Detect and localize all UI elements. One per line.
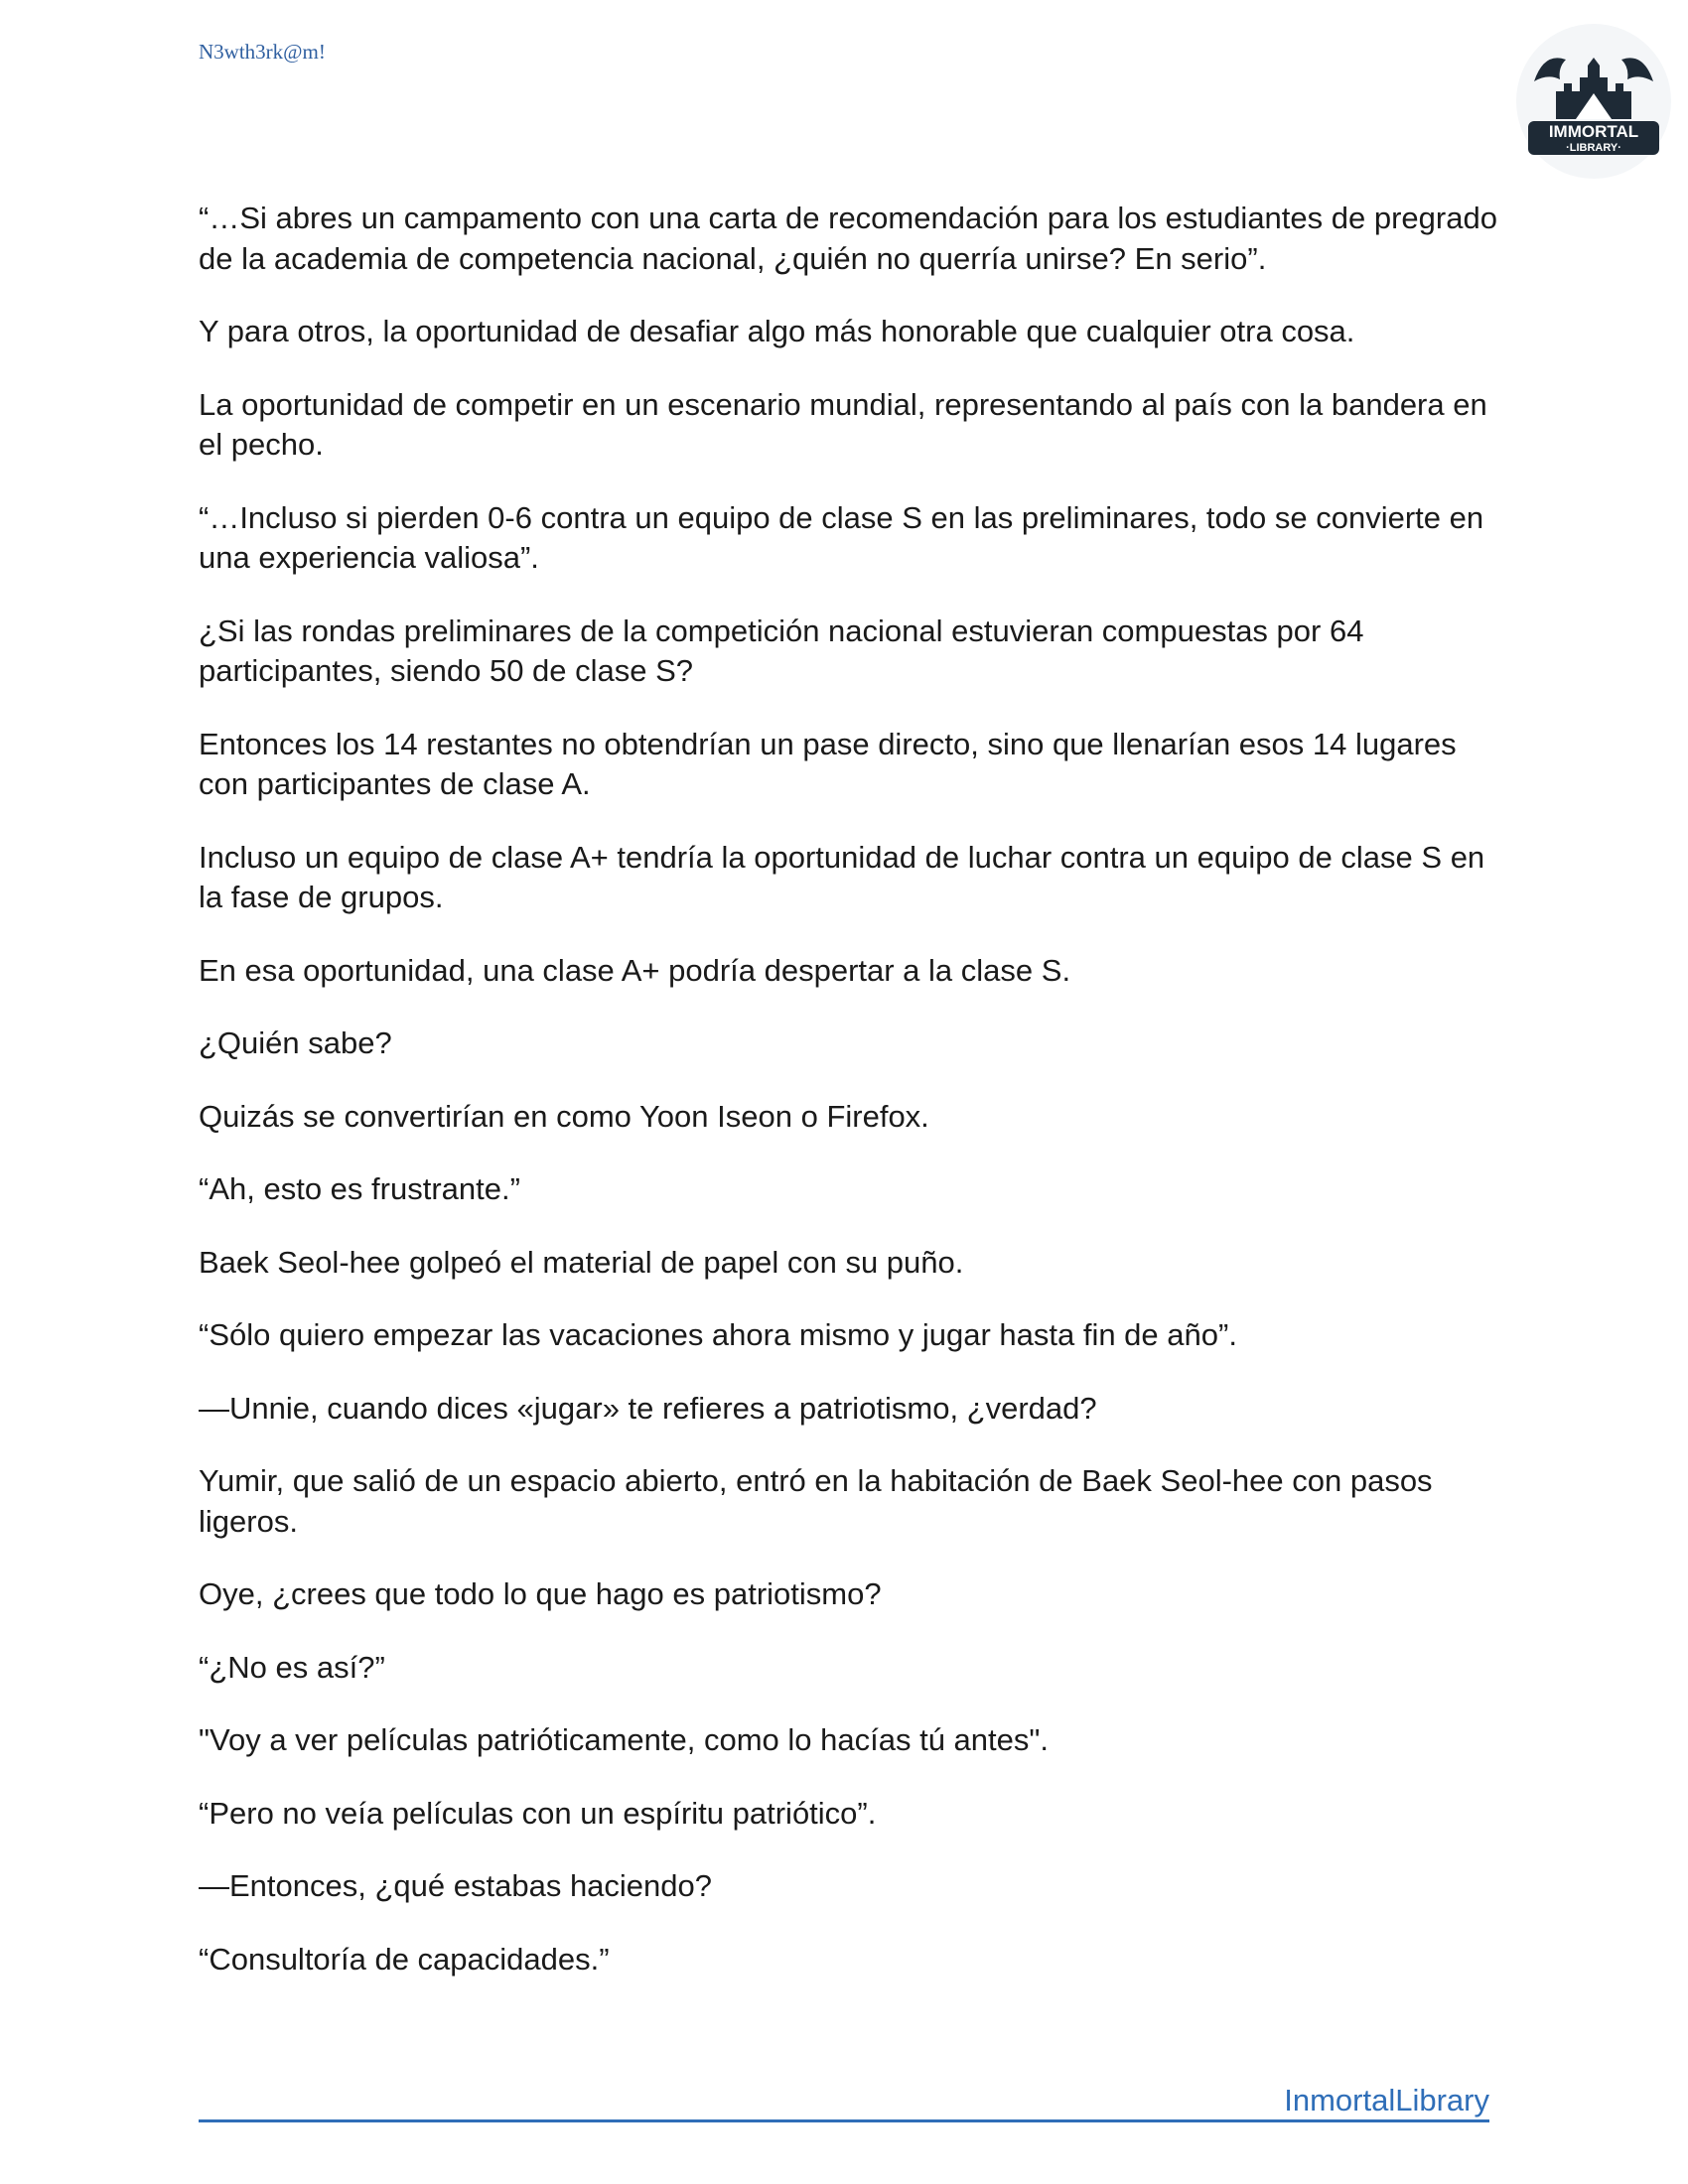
- paragraph: Oye, ¿crees que todo lo que hago es patriotismo?: [199, 1576, 882, 1611]
- paragraph: —Unnie, cuando dices «jugar» te refieres a patriotismo, ¿verdad?: [199, 1390, 1097, 1426]
- document-body: [199, 199, 1499, 2012]
- paragraph: Quizás se convertirían en como Yoon Iseon o Firefox.: [199, 1098, 929, 1134]
- paragraph: La oportunidad de competir en un escenario mundial, representando al país con la bandera en el pecho.: [199, 386, 1487, 462]
- footer-link[interactable]: InmortalLibrary: [1284, 2083, 1489, 2117]
- paragraph: ¿Si las rondas preliminares de la competición nacional estuvieran compuestas por 64 participantes, siendo 50 de clase S?: [199, 613, 1364, 688]
- paragraph: “…Si abres un campamento con una carta de recomendación para los estudiantes de pregrado de la academia de competencia nacional, ¿quién no querría unirse? En serio”.: [199, 201, 1497, 276]
- paragraph: Baek Seol-hee golpeó el material de papel con su puño.: [199, 1244, 964, 1280]
- immortal-library-logo: [1514, 22, 1673, 181]
- paragraph: Y para otros, la oportunidad de desafiar algo más honorable que cualquier otra cosa.: [199, 314, 1355, 348]
- paragraph: "Voy a ver películas patrióticamente, como lo hacías tú antes".: [199, 1722, 1050, 1757]
- paragraph: En esa oportunidad, una clase A+ podría despertar a la clase S.: [199, 952, 1071, 988]
- svg-text:·LIBRARY·: ·LIBRARY·: [1566, 142, 1621, 154]
- paragraph: “Ah, esto es frustrante.”: [199, 1171, 520, 1206]
- paragraph: Incluso un equipo de clase A+ tendría la oportunidad de luchar contra un equipo de clase S en la fase de grupos.: [199, 839, 1485, 914]
- paragraph: “Consultoría de capacidades.”: [199, 1941, 610, 1977]
- paragraph: —Entonces, ¿qué estabas haciendo?: [199, 1868, 713, 1903]
- footer-divider: [199, 2119, 1489, 2122]
- svg-text:IMMORTAL: IMMORTAL: [1548, 122, 1639, 141]
- paragraph: “¿No es así?”: [199, 1649, 385, 1685]
- paragraph: Entonces los 14 restantes no obtendrían un pase directo, sino que llenarían esos 14 lugares con participantes de clase A.: [199, 726, 1457, 801]
- header-watermark: N3wth3rk@m!: [199, 40, 326, 64]
- paragraph: “Pero no veía películas con un espíritu patriótico”.: [199, 1795, 877, 1831]
- paragraph: ¿Quién sabe?: [199, 1025, 392, 1060]
- paragraph: Yumir, que salió de un espacio abierto, entró en la habitación de Baek Seol-hee con pasos ligeros.: [199, 1463, 1433, 1539]
- paragraph: “…Incluso si pierden 0-6 contra un equipo de clase S en las preliminares, todo se convierte en una experiencia valiosa”.: [199, 499, 1484, 575]
- paragraph: “Sólo quiero empezar las vacaciones ahora mismo y jugar hasta fin de año”.: [199, 1317, 1237, 1352]
